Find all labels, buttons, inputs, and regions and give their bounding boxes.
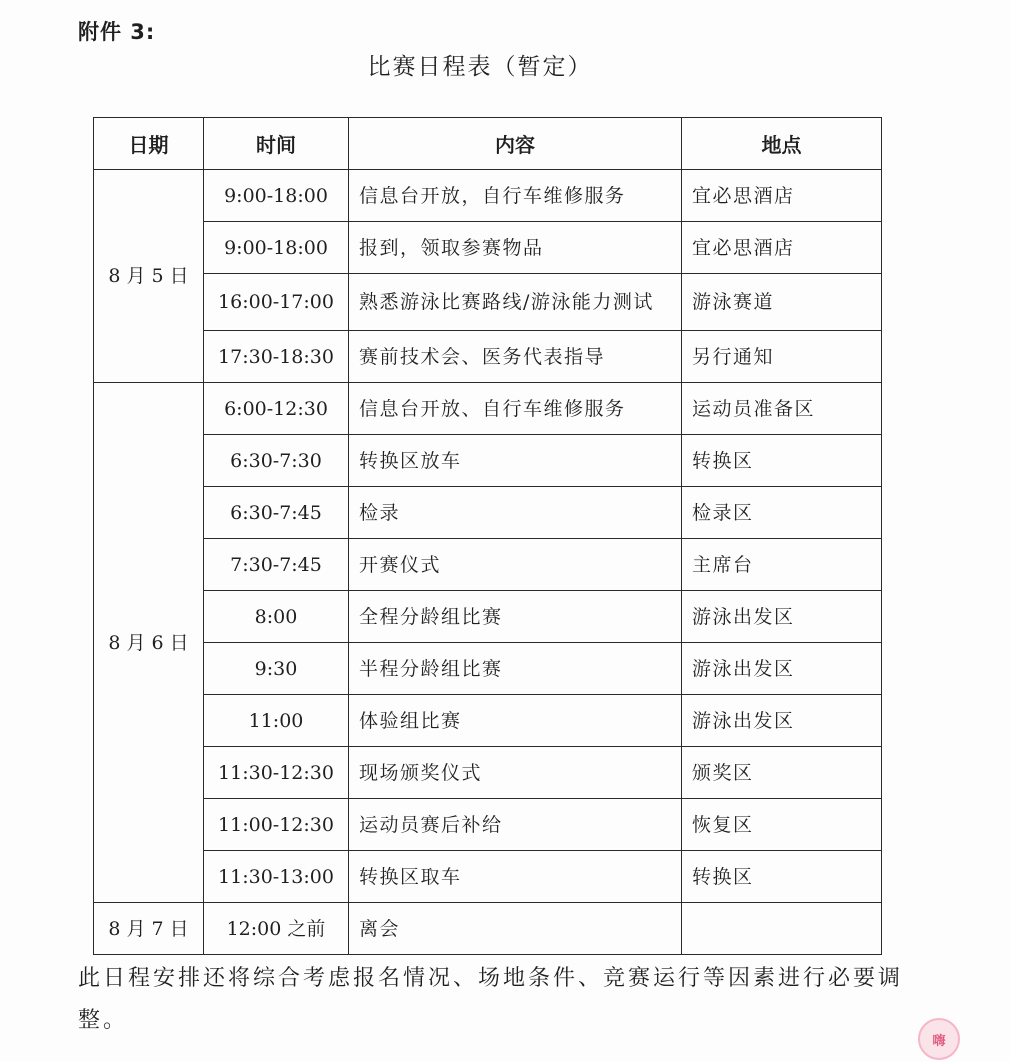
time-cell: 11:00-12:30 xyxy=(204,799,349,851)
content-cell: 赛前技术会、医务代表指导 xyxy=(349,331,682,383)
location-cell: 转换区 xyxy=(682,851,882,903)
location-cell: 恢复区 xyxy=(682,799,882,851)
content-cell: 检录 xyxy=(349,487,682,539)
time-cell: 6:00-12:30 xyxy=(204,383,349,435)
table-row xyxy=(94,487,882,539)
table-header-row xyxy=(94,118,882,170)
location-cell: 宜必思酒店 xyxy=(682,222,882,274)
header-location: 地点 xyxy=(682,118,882,170)
content-cell: 离会 xyxy=(349,903,682,955)
header-content: 内容 xyxy=(349,118,682,170)
table-row xyxy=(94,383,882,435)
content-cell: 全程分龄组比赛 xyxy=(349,591,682,643)
attachment-label: 附件 3: xyxy=(78,20,156,44)
location-cell: 颁奖区 xyxy=(682,747,882,799)
location-cell: 主席台 xyxy=(682,539,882,591)
location-cell: 游泳出发区 xyxy=(682,591,882,643)
content-cell: 运动员赛后补给 xyxy=(349,799,682,851)
location-cell: 宜必思酒店 xyxy=(682,170,882,222)
table-row xyxy=(94,539,882,591)
content-cell: 报到，领取参赛物品 xyxy=(349,222,682,274)
time-cell: 9:30 xyxy=(204,643,349,695)
time-cell: 9:00-18:00 xyxy=(204,222,349,274)
table-row xyxy=(94,643,882,695)
location-cell: 游泳出发区 xyxy=(682,695,882,747)
table-row xyxy=(94,274,882,331)
content-cell: 信息台开放、自行车维修服务 xyxy=(349,383,682,435)
table-row xyxy=(94,747,882,799)
location-cell: 转换区 xyxy=(682,435,882,487)
content-cell: 半程分龄组比赛 xyxy=(349,643,682,695)
footnote: 此日程安排还将综合考虑报名情况、场地条件、竞赛运行等因素进行必要调整。 xyxy=(78,966,904,1033)
watermark-logo-icon: 嗨 xyxy=(918,1018,960,1060)
content-cell: 开赛仪式 xyxy=(349,539,682,591)
content-cell: 熟悉游泳比赛路线/游泳能力测试 xyxy=(349,274,682,331)
location-cell: 另行通知 xyxy=(682,331,882,383)
table-row xyxy=(94,695,882,747)
table-row xyxy=(94,222,882,274)
content-cell: 转换区取车 xyxy=(349,851,682,903)
content-cell: 转换区放车 xyxy=(349,435,682,487)
time-cell: 6:30-7:30 xyxy=(204,435,349,487)
time-cell: 17:30-18:30 xyxy=(204,331,349,383)
table-row xyxy=(94,851,882,903)
time-cell: 7:30-7:45 xyxy=(204,539,349,591)
content-cell: 体验组比赛 xyxy=(349,695,682,747)
time-cell: 8:00 xyxy=(204,591,349,643)
header-date: 日期 xyxy=(94,118,204,170)
location-cell: 运动员准备区 xyxy=(682,383,882,435)
content-cell: 信息台开放，自行车维修服务 xyxy=(349,170,682,222)
location-cell: 检录区 xyxy=(682,487,882,539)
time-cell: 12:00 之前 xyxy=(204,903,349,955)
date-cell: 8 月 7 日 xyxy=(94,903,204,955)
date-cell: 8 月 5 日 xyxy=(94,170,204,383)
location-cell xyxy=(682,903,882,955)
table-row xyxy=(94,799,882,851)
time-cell: 11:30-13:00 xyxy=(204,851,349,903)
time-cell: 11:30-12:30 xyxy=(204,747,349,799)
table-row xyxy=(94,903,882,955)
header-time: 时间 xyxy=(204,118,349,170)
time-cell: 11:00 xyxy=(204,695,349,747)
table-row xyxy=(94,435,882,487)
table-row xyxy=(94,331,882,383)
content-cell: 现场颁奖仪式 xyxy=(349,747,682,799)
time-cell: 16:00-17:00 xyxy=(204,274,349,331)
time-cell: 6:30-7:45 xyxy=(204,487,349,539)
schedule-table xyxy=(93,117,882,955)
table-row xyxy=(94,170,882,222)
location-cell: 游泳出发区 xyxy=(682,643,882,695)
table-row xyxy=(94,591,882,643)
page-title: 比赛日程表（暂定） xyxy=(367,54,593,80)
date-cell: 8 月 6 日 xyxy=(94,383,204,903)
location-cell: 游泳赛道 xyxy=(682,274,882,331)
time-cell: 9:00-18:00 xyxy=(204,170,349,222)
